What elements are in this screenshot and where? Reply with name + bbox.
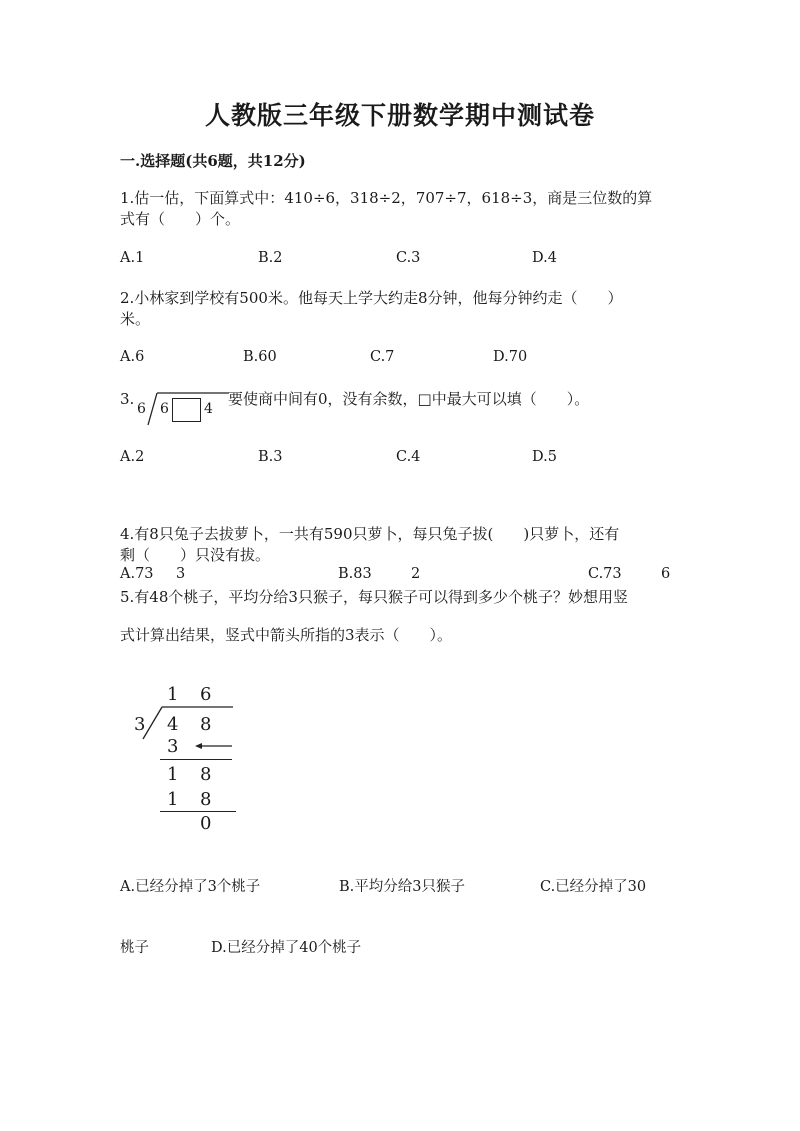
- q3-blank-box[interactable]: [172, 398, 201, 422]
- page-title: 人教版三年级下册数学期中测试卷: [204, 101, 595, 130]
- q5-quotient-digit-2: 6: [200, 684, 212, 705]
- q3-dividend-first: 6: [160, 401, 169, 417]
- q4-option-b-first: B.83: [338, 566, 372, 582]
- q4-option-a-first: A.73: [120, 566, 154, 582]
- q5-text-line2: 式计算出结果，竖式中箭头所指的3表示（ ）。: [120, 626, 453, 644]
- q3-divisor: 6: [137, 401, 146, 417]
- q4-option-b-second: 2: [411, 566, 421, 582]
- q5-option-c[interactable]: C.已经分掉了30: [540, 879, 647, 895]
- section-heading: 一.选择题(共6题，共12分): [120, 152, 306, 170]
- q5-option-c-continued: 桃子: [120, 940, 149, 956]
- q5-dividend-digit-1: 4: [167, 714, 179, 735]
- q3-option-c[interactable]: C.4: [396, 449, 421, 465]
- q5-remainder: 0: [200, 813, 212, 834]
- q2-option-b[interactable]: B.60: [243, 349, 277, 365]
- q5-step3-digit-2: 8: [200, 789, 212, 810]
- q5-quotient-digit-1: 1: [167, 684, 179, 705]
- q4-option-c-first: C.73: [588, 566, 622, 582]
- q5-rule-2: [160, 811, 236, 812]
- q5-option-a[interactable]: A.已经分掉了3个桃子: [120, 879, 261, 895]
- q5-dividend-digit-2: 8: [200, 714, 212, 735]
- q5-step3-digit-1: 1: [167, 789, 179, 810]
- q3-number: 3.: [120, 390, 135, 408]
- q5-rule-1: [160, 759, 232, 760]
- q5-step2-digit-1: 1: [167, 764, 179, 785]
- arrow-left-icon: [194, 740, 234, 752]
- q3-dividend-last: 4: [204, 401, 213, 417]
- q1-option-c[interactable]: C.3: [396, 250, 421, 266]
- q2-option-d[interactable]: D.70: [493, 349, 528, 365]
- q3-option-a[interactable]: A.2: [120, 449, 145, 465]
- q1-option-b[interactable]: B.2: [258, 250, 283, 266]
- q5-option-b[interactable]: B.平均分给3只猴子: [339, 879, 465, 895]
- q4-option-c-second: 6: [661, 566, 671, 582]
- q5-division-bracket: [140, 706, 235, 740]
- q4-text-line2: 剩（ ）只没有拔。: [120, 546, 271, 564]
- q5-step2-digit-2: 8: [200, 764, 212, 785]
- q3-text: 要使商中间有0，没有余数，□中最大可以填（ ）。: [228, 390, 590, 408]
- q4-text-line1: 4.有8只兔子去拔萝卜，一共有590只萝卜，每只兔子拔( )只萝卜，还有: [120, 525, 620, 543]
- q2-text-line2: 米。: [120, 310, 151, 328]
- q1-text-line2: 式有（ ）个。: [120, 210, 241, 228]
- q5-option-d[interactable]: D.已经分掉了40个桃子: [211, 940, 362, 956]
- q2-option-a[interactable]: A.6: [120, 349, 145, 365]
- q5-step1-digit: 3: [167, 736, 179, 757]
- q1-option-d[interactable]: D.4: [532, 250, 557, 266]
- q3-option-b[interactable]: B.3: [258, 449, 283, 465]
- q3-option-d[interactable]: D.5: [532, 449, 557, 465]
- q5-divisor: 3: [134, 714, 146, 735]
- q2-option-c[interactable]: C.7: [370, 349, 395, 365]
- q1-option-a[interactable]: A.1: [120, 250, 145, 266]
- q4-option-a-second: 3: [176, 566, 186, 582]
- q5-text-line1: 5.有48个桃子，平均分给3只猴子，每只猴子可以得到多少个桃子？妙想用竖: [120, 588, 628, 606]
- q2-text-line1: 2.小林家到学校有500米。他每天上学大约走8分钟，他每分钟约走（ ）: [120, 289, 623, 307]
- q1-text-line1: 1.估一估，下面算式中：410÷6，318÷2，707÷7，618÷3，商是三位数的算: [120, 189, 653, 207]
